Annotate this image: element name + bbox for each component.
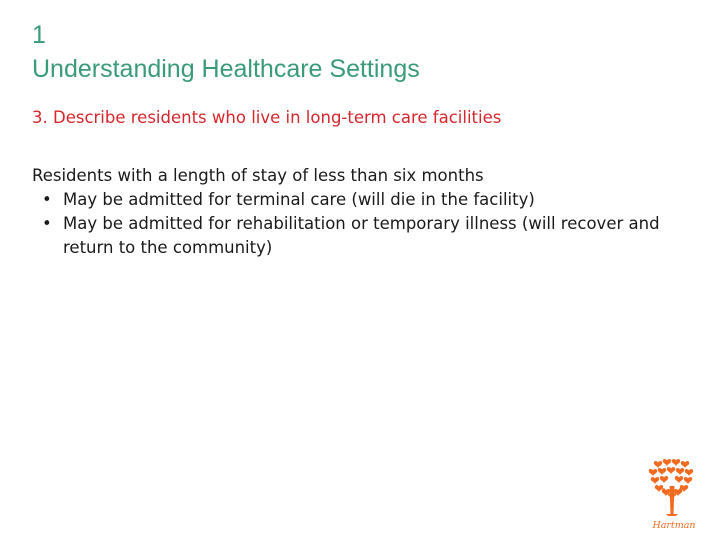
learning-objective: 3. Describe residents who live in long-term care facilities <box>32 108 502 127</box>
chapter-title: Understanding Healthcare Settings <box>32 55 420 83</box>
bullet-marker: • <box>42 214 52 233</box>
tree-of-hearts-icon <box>640 456 708 534</box>
logo-wordmark: Hartman <box>652 520 696 531</box>
bullet-marker: • <box>42 190 52 209</box>
bullet-list <box>32 188 692 260</box>
bullet-item <box>32 188 692 212</box>
bullet-item <box>32 212 692 260</box>
lead-text: Residents with a length of stay of less than six months <box>32 166 484 185</box>
bullet-text: May be admitted for terminal care (will die in the facility) <box>63 190 535 209</box>
bullet-text: May be admitted for rehabilitation or temporary illness (will recover and return to the community) <box>63 214 660 257</box>
chapter-header <box>32 18 420 86</box>
hartman-logo <box>640 456 708 534</box>
slide-content <box>32 164 692 260</box>
chapter-number: 1 <box>32 21 46 49</box>
